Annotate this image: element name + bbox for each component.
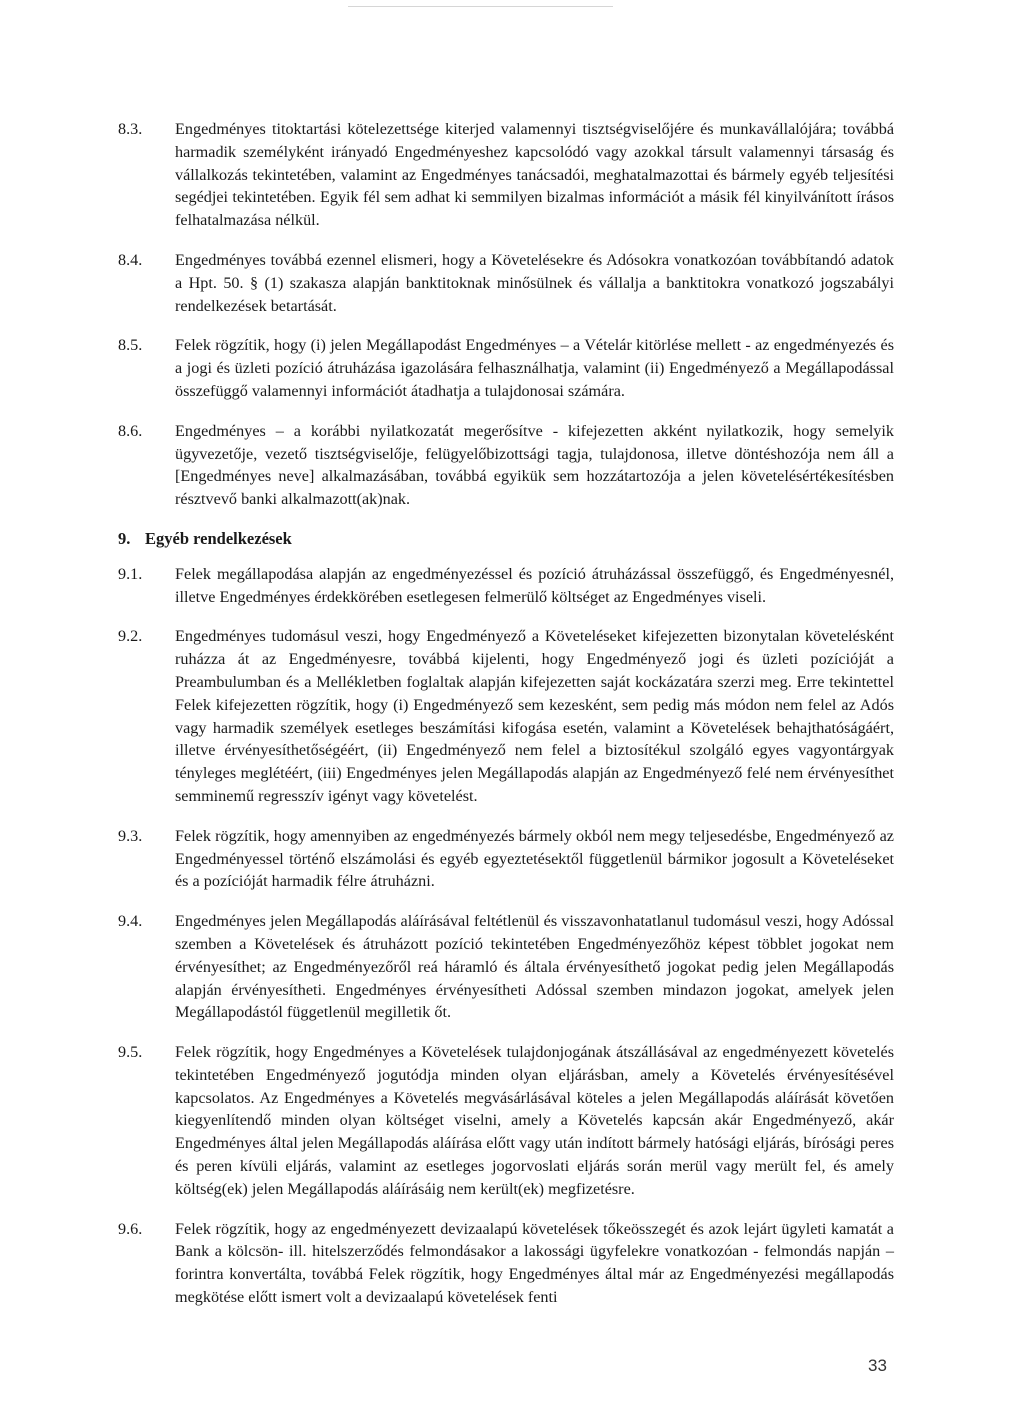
clause-8-5 xyxy=(118,334,894,402)
clause-text: Felek rögzítik, hogy amennyiben az engedményezés bármely okból nem megy teljesedésbe, Engedményező az Engedményessel történő elszámolási és egyéb egyeztetésektől függetlenül bármikor jogosult a Követeléseket és a pozícióját harmadik félre átruházni. xyxy=(175,826,894,891)
clause-text: Felek rögzítik, hogy (i) jelen Megállapodást Engedményes – a Vételár kitörlése mellett - az engedményezés és a jogi és üzleti pozíció átruházása igazolására felhasználhatja, valamint (ii) Engedményező a Megállapodással összefüggő valamennyi információt átadhatja a tulajdonosai számára. xyxy=(175,336,894,400)
section-title: Egyéb rendelkezések xyxy=(145,528,292,548)
clause-text: Engedményes – a korábbi nyilatkozatát megerősítve - kifejezetten akként nyilatkozik, hogy semelyik ügyvezetője, vezető tisztségviselője, felügyelőbizottsági tagja, tulajdonosa, illetve döntéshozója nem áll a [Engedményes neve] alkalmazásában, továbbá egyikük sem hozzátartozója a jelen követelésértékesítésben résztvevő banki alkalmazott(ak)nak. xyxy=(175,421,894,509)
clause-8-4 xyxy=(118,249,894,317)
clause-text: Engedményes tudomásul veszi, hogy Engedményező a Követeléseket kifejezetten bizonytalan követelésként ruházza át az Engedményesre, továbbá kijelenti, hogy Engedményező jogi és üzleti pozícióját a Preambulumban és a Mellékletben foglaltak alapján kifejezetten saját kockázatára szerzi meg. Erre tekintettel Felek kifejezetten rögzítik, hogy (i) Engedményező sem kezesként, sem pedig más módon nem felel az Adós vagy harmadik személyek esetleges beszámítási kifogása esetén, valamint a Követelések behajthatóságáért, illetve érvényesíthetőségéért, (ii) Engedményező nem felel a biztosítékul szolgáló egyes vagyontárgyak tényleges meglétéért, (iii) Engedményes jelen Megállapodás alapján az Engedményező felé nem érvényesíthet semminemű regresszív igényt vagy követelést. xyxy=(175,627,894,805)
page-number: 33 xyxy=(868,1356,887,1375)
clause-8-3 xyxy=(118,118,894,232)
clause-number: 8.4. xyxy=(118,250,143,269)
clause-9-5 xyxy=(118,1041,894,1201)
page-content xyxy=(118,118,894,1326)
clause-9-1 xyxy=(118,563,894,609)
clause-number: 9.3. xyxy=(118,826,143,845)
section-number: 9. xyxy=(118,528,131,548)
clause-number: 8.3. xyxy=(118,120,143,138)
clause-9-6 xyxy=(118,1218,894,1309)
clause-9-3 xyxy=(118,825,894,893)
clause-8-6 xyxy=(118,420,894,511)
clause-number: 9.4. xyxy=(118,912,143,931)
clause-number: 9.6. xyxy=(118,1219,143,1238)
section-heading-9 xyxy=(118,528,894,551)
clause-number: 8.5. xyxy=(118,336,143,355)
clause-number: 8.6. xyxy=(118,421,143,440)
clause-text: Engedményes titoktartási kötelezettsége kiterjed valamennyi tisztségviselőjére és munkavállalójára; továbbá harmadik személyként irányadó Engedményeshez kapcsolódó vagy azokkal társult valamennyi társaság és vállalkozás tekintetében, valamint az Engedményes tanácsadói, meghatalmazottai és bármely egyéb teljesítési segédjei tekintetében. Egyik fél sem adhat ki semmilyen bizalmas információt a másik fél kinyilvánított írásos felhatalmazása nélkül. xyxy=(175,120,894,230)
clause-text: Engedményes jelen Megállapodás aláírásával feltétlenül és visszavonhatatlanul tudomásul veszi, hogy Adóssal szemben a Követelések és átruházott pozíció tekintetében Engedményezőhöz képest többlet jogokat nem érvényesíthet; az Engedményezőről reá háramló és általa érvényesíthető jogokat pedig jelen Megállapodás alapján érvényesítheti. Engedményes érvényesítheti Adóssal szemben mindazon jogokat, amelyek jelen Megállapodástól függetlenül megilletik őt. xyxy=(175,912,894,1022)
clause-text: Felek rögzítik, hogy Engedményes a Követelések tulajdonjogának átszállásával az engedményezett követelés tekintetében Engedményező jogutódja minden olyan eljárásban, amely a Követelés érvényesítésével kapcsolatos. Az Engedményes a Követelés megvásárlásával köteles a jelen Megállapodás aláírását követően kiegyenlítendő minden olyan költséget viselni, amely a Követelés kapcsán akár Engedményező, akár Engedményes által jelen Megállapodás aláírása előtt vagy után indított bármely hatósági eljárás, bírósági peres és peren kívüli eljárás, valamint az esetleges jogorvoslati eljárás során merül vagy merült fel, és amely költség(ek) jelen Megállapodás aláírásáig nem került(ek) megfizetésre. xyxy=(175,1043,894,1198)
clause-text: Felek megállapodása alapján az engedményezéssel és pozíció átruházással összefüggő, és Engedményesnél, illetve Engedményes érdekkörében esetlegesen felmerülő költséget az Engedményes viseli. xyxy=(175,564,894,606)
clause-number: 9.1. xyxy=(118,564,143,583)
clause-number: 9.5. xyxy=(118,1043,143,1062)
clause-text: Engedményes továbbá ezennel elismeri, hogy a Követelésekre és Adósokra vonatkozóan továbbítandó adatok a Hpt. 50. § (1) szakasza alapján banktitoknak minősülnek és vállalja a banktitokra vonatkozó jogszabályi rendelkezések betartását. xyxy=(175,250,894,315)
clause-9-2 xyxy=(118,625,894,807)
clause-text: Felek rögzítik, hogy az engedményezett devizaalapú követelések tőkeösszegét és azok lejárt ügyleti kamatát a Bank a kölcsön- ill. hitelszerződés felmondásakor a lakossági ügyfelekre vonatkozóan - felmondás napján – forintra konvertálta, továbbá Felek rögzítik, hogy Engedményes által már az Engedményezési megállapodás megkötése előtt ismert volt a devizaalapú követelések fenti xyxy=(175,1219,894,1307)
clause-9-4 xyxy=(118,910,894,1024)
clause-number: 9.2. xyxy=(118,627,143,646)
scan-edge-line xyxy=(348,6,613,7)
